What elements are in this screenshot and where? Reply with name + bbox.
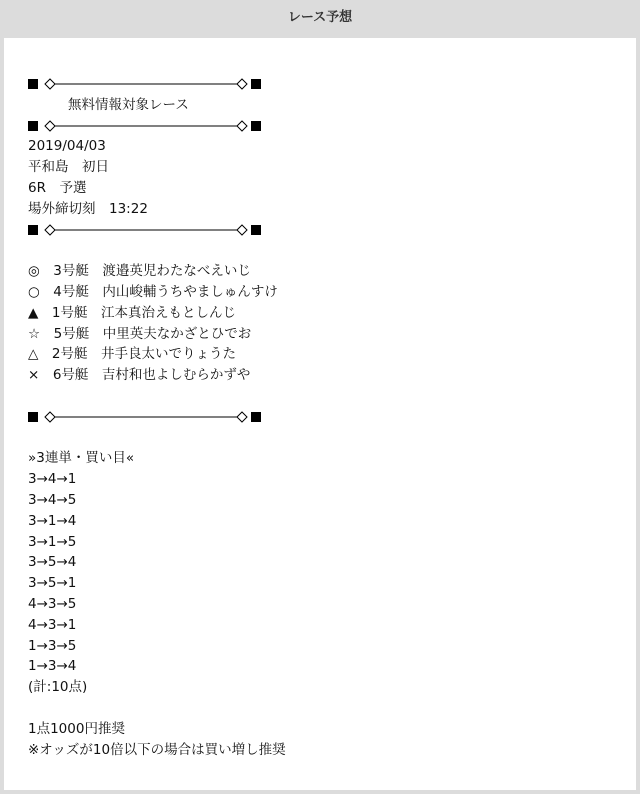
pick-line xyxy=(28,261,588,282)
pick-text: 1号艇 江本真治えもとしんじ xyxy=(51,304,236,321)
divider-ornament xyxy=(28,223,264,237)
divider-ornament xyxy=(28,410,264,424)
free-info-label: 無料情報対象レース xyxy=(68,96,189,113)
filled-square-left xyxy=(28,225,38,235)
diamond-right xyxy=(237,412,247,422)
bet-line: 1→3→5 xyxy=(28,637,77,654)
pick-mark: △ xyxy=(28,346,39,363)
pick-line xyxy=(28,365,588,386)
filled-square-right xyxy=(251,79,261,89)
spacer xyxy=(28,386,588,407)
bet-line: 4→3→5 xyxy=(28,595,77,612)
divider-fourth xyxy=(28,407,588,428)
pick-mark: ◎ xyxy=(28,263,40,280)
pick-line xyxy=(28,303,588,324)
diamond-right xyxy=(237,121,247,131)
race-number: 6R 予選 xyxy=(28,179,87,196)
bet-line: 3→5→4 xyxy=(28,554,77,571)
pick-text: 4号艇 内山峻輔うちやましゅんすけ xyxy=(53,283,278,300)
pick-mark: ▲ xyxy=(28,304,39,321)
diamond-left xyxy=(45,225,55,235)
race-deadline: 場外締切刻 13:22 xyxy=(28,200,148,217)
race-date: 2019/04/03 xyxy=(28,138,106,155)
divider-ornament xyxy=(28,77,264,91)
filled-square-left xyxy=(28,412,38,422)
pick-line xyxy=(28,324,588,345)
bets-title: »3連単・買い目« xyxy=(28,450,135,467)
pick-mark: ○ xyxy=(28,283,40,300)
filled-square-right xyxy=(251,225,261,235)
filled-square-right xyxy=(251,412,261,422)
divider-second xyxy=(28,116,588,137)
bet-line: 3→5→1 xyxy=(28,575,77,592)
pick-mark: ☆ xyxy=(28,325,41,342)
diamond-right xyxy=(237,225,247,235)
filled-square-left xyxy=(28,79,38,89)
divider-ornament xyxy=(28,119,264,133)
bet-line: 3→1→4 xyxy=(28,512,77,529)
pick-text: 2号艇 井手良太いでりょうた xyxy=(51,346,236,363)
filled-square-left xyxy=(28,121,38,131)
pick-mark: × xyxy=(28,367,40,384)
odds-note: ※オッズが10倍以下の場合は買い増し推奨 xyxy=(28,741,286,758)
race-venue: 平和島 初日 xyxy=(28,159,109,176)
bets-total: (計:10点) xyxy=(28,679,88,696)
spacer xyxy=(28,428,588,449)
divider-third xyxy=(28,220,588,241)
pick-line xyxy=(28,344,588,365)
diamond-left xyxy=(45,121,55,131)
diamond-left xyxy=(45,79,55,89)
race-prediction-body xyxy=(28,74,588,760)
content-panel xyxy=(4,38,636,790)
page-title: レース予想 xyxy=(287,10,353,25)
pick-text: 5号艇 中里英夫なかざとひでお xyxy=(53,325,252,342)
pick-text: 3号艇 渡邉英児わたなべえいじ xyxy=(53,263,251,280)
stake-recommendation: 1点1000円推奨 xyxy=(28,720,125,737)
divider-top xyxy=(28,74,588,95)
filled-square-right xyxy=(251,121,261,131)
pick-line xyxy=(28,282,588,303)
bet-line: 4→3→1 xyxy=(28,616,77,633)
bet-line: 3→4→5 xyxy=(28,491,77,508)
pick-text: 6号艇 吉村和也よしむらかずや xyxy=(52,367,251,384)
spacer xyxy=(28,698,588,719)
bet-line: 1→3→4 xyxy=(28,658,77,675)
diamond-left xyxy=(45,412,55,422)
bet-line: 3→1→5 xyxy=(28,533,77,550)
bet-line: 3→4→1 xyxy=(28,471,77,488)
diamond-right xyxy=(237,79,247,89)
spacer xyxy=(28,240,588,261)
